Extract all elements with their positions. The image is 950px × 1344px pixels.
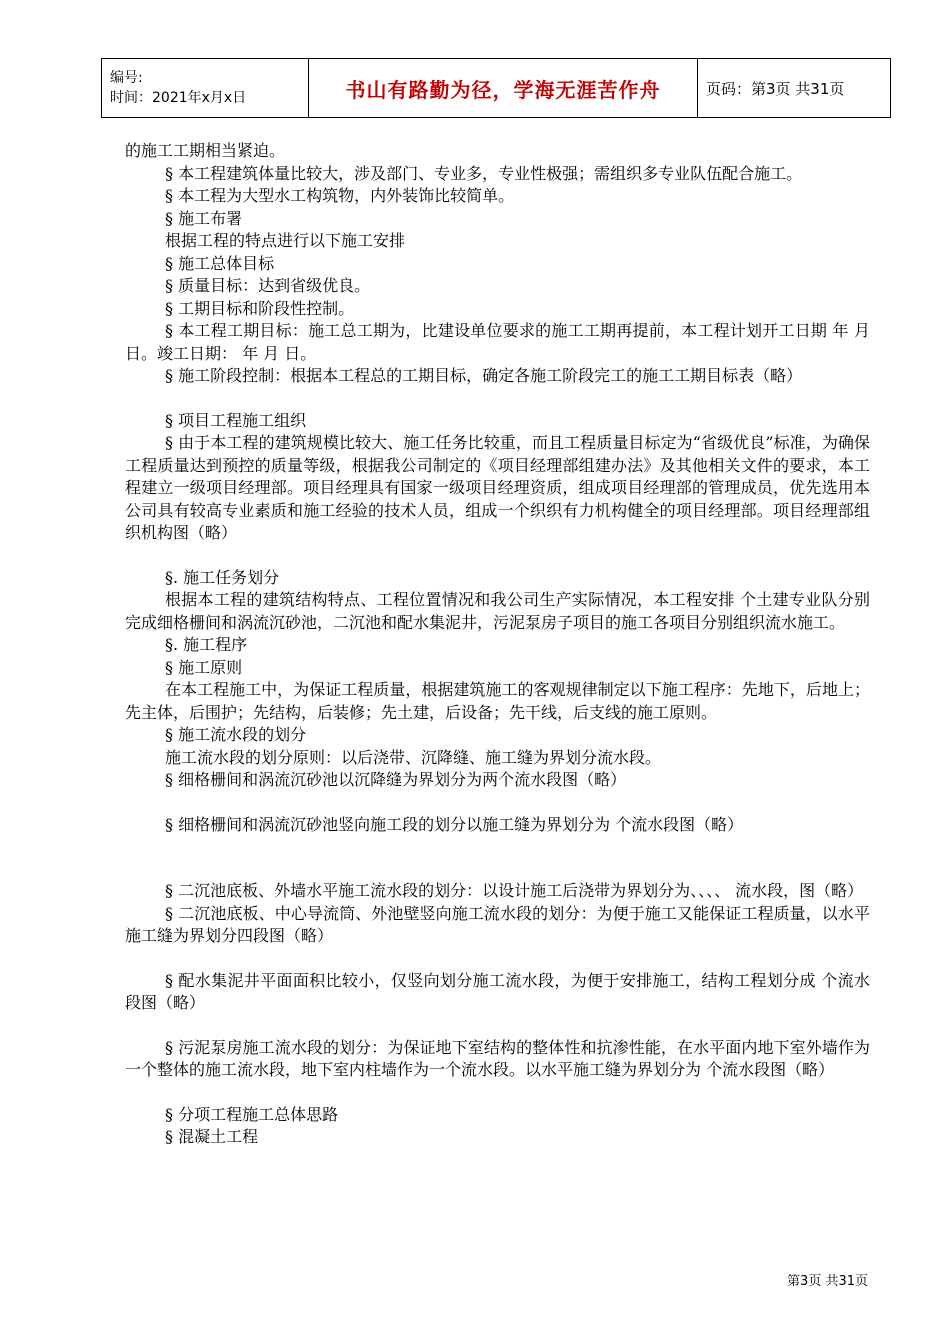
paragraph: § 本工程工期目标：施工总工期为，比建设单位要求的施工工期再提前，本工程计划开工日期 年 月 日。竣工日期： 年 月 日。 [125,321,870,363]
document-number-label: 编号: [110,70,143,86]
paragraph: § 质量目标：达到省级优良。 [165,276,371,295]
section-heading: §. 施工程序 [165,635,248,654]
paragraph: § 二沉池底板、中心导流筒、外池壁竖向施工流水段的划分：为便于施工又能保证工程质量，以水平施工缝为界划分四段图（略） [125,903,870,945]
spacer [125,388,870,410]
header-table [101,58,891,118]
paragraph: § 污泥泵房施工流水段的划分：为保证地下室结构的整体性和抗渗性能，在水平面内地下室外墙作为一个整体的施工流水段，地下室内柱墙作为一个流水段。以水平施工缝为界划分为 个流水段图（略） [125,1037,870,1079]
paragraph: § 本工程为大型水工构筑物，内外装饰比较简单。 [165,186,515,205]
section-heading: § 分项工程施工总体思路 [165,1104,339,1124]
paragraph: § 配水集泥井平面面积比较小，仅竖向划分施工流水段，为便于安排施工，结构工程划分成 个流水段图（略） [125,970,870,1012]
paragraph: § 细格栅间和涡流沉砂池以沉降缝为界划分为两个流水段图（略） [165,770,627,789]
section-heading: § 施工布署 [165,208,243,228]
page-footer: 第3页 共31页 [787,1274,868,1289]
paragraph: 根据本工程的建筑结构特点、工程位置情况和我公司生产实际情况，本工程安排 个土建专业队分别完成细格栅间和涡流沉砂池，二沉池和配水集泥井，污泥泵房子项目的施工各项目分别组织流水施工。 [125,590,870,632]
paragraph: § 施工阶段控制：根据本工程总的工期目标，确定各施工阶段完工的施工工期目标表（略） [165,366,803,385]
spacer [125,948,870,970]
header-page-label: 页码：第3页 共31页 [698,59,891,118]
section-heading: § 施工总体目标 [165,253,275,273]
paragraph: § 二沉池底板、外墙水平施工流水段的划分：以设计施工后浇带为界划分为、、、、 流水段，图（略） [165,881,864,900]
paragraph: 施工流水段的划分原则：以后浇带、沉降缝、施工缝为界划分流水段。 [165,747,662,767]
header-meta-cell [102,59,309,118]
spacer [125,836,870,880]
spacer [125,792,870,814]
section-heading: §. 施工任务划分 [165,567,280,587]
spacer [125,1082,870,1104]
paragraph: 的施工工期相当紧迫。 [125,141,286,160]
paragraph: § 工期目标和阶段性控制。 [165,298,355,318]
section-heading: § 施工原则 [165,657,243,677]
section-heading: § 混凝土工程 [165,1127,259,1146]
paragraph: 在本工程施工中，为保证工程质量，根据建筑施工的客观规律制定以下施工程序：先地下，后地上；先主体，后围护；先结构，后装修；先土建，后设备；先干线，后支线的施工原则。 [125,680,870,722]
paragraph: § 由于本工程的建筑规模比较大、施工任务比较重，而且工程质量目标定为“省级优良”标准，为确保工程质量达到预控的质量等级，根据我公司制定的《项目经理部组建办法》及其他相关文件的要求，本工程建立一级项目经理部。项目经理具有国家一级项目经理资质，组成项目经理部的管理成员，优先选用本公司具有较高专业素质和施工经验的技术人员，组成一个织织有力机构健全的项目经理部。项目经理部组织机构图（略） [125,433,870,542]
document-body [125,140,870,1149]
spacer [125,1015,870,1037]
paragraph: § 本工程建筑体量比较大，涉及部门、专业多，专业性极强；需组织多专业队伍配合施工。 [165,163,803,183]
section-heading: § 项目工程施工组织 [165,410,307,430]
section-heading: § 施工流水段的划分 [165,725,307,744]
paragraph: 根据工程的特点进行以下施工安排 [165,231,406,250]
header-motto: 书山有路勤为径，学海无涯苦作舟 [309,59,698,118]
spacer [125,545,870,567]
document-time-label: 时间：2021年x月x日 [110,90,247,106]
paragraph: § 细格栅间和涡流沉砂池竖向施工段的划分以施工缝为界划分为 个流水段图（略） [165,814,744,834]
